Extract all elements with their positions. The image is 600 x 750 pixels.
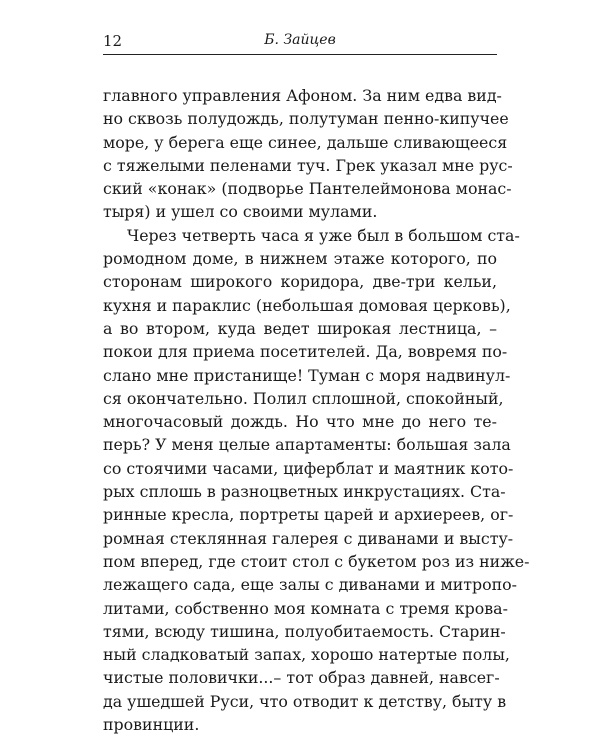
text-line: многочасовый дождь. Но что мне до него те-	[103, 412, 497, 432]
text-line: а во втором, куда ведет широкая лестница, –	[103, 318, 497, 338]
text-line: провинции.	[103, 715, 200, 735]
text-line: перь? У меня целые апартаменты: большая зала	[103, 435, 511, 455]
text-line: ся окончательно. Полил сплошной, спокойный,	[103, 388, 504, 408]
text-line: слано мне пристанище! Туман с моря надвинул-	[103, 365, 511, 385]
text-line: покои для приема посетителей. Да, вовремя по-	[103, 342, 508, 362]
text-line: главного управления Афоном. За ним едва вид-	[103, 86, 502, 105]
text-line: со стоячими часами, циферблат и маятник кото-	[103, 458, 514, 478]
text-line: литами, собственно моя комната с тремя крова-	[103, 598, 508, 618]
text-line: рых сплошь в разноцветных инкрустациях. Ста-	[103, 482, 506, 502]
text-line: ринные кресла, портреты царей и архиереев, ог-	[103, 505, 514, 525]
paragraph	[103, 224, 530, 737]
page-number: 12	[103, 32, 123, 50]
paragraph	[103, 84, 513, 224]
body-text	[103, 84, 530, 736]
text-line: тыря) и ушел со своими мулами.	[103, 202, 378, 222]
author-running-head: Б. Зайцев	[264, 32, 336, 48]
text-line: кухня и параклис (небольшая домовая церковь),	[103, 295, 511, 315]
text-line: с тяжелыми пеленами туч. Грек указал мне рус-	[103, 155, 513, 175]
text-line: Через четверть часа я уже был в большом ста-	[127, 225, 520, 245]
text-line: но сквозь полудождь, полутуман пенно-кипучее	[103, 109, 509, 129]
text-line: тями, всюду тишина, полуобитаемость. Старин-	[103, 621, 506, 641]
text-line: сторонам широкого коридора, две-три кельи,	[103, 272, 497, 292]
text-line: ский «конак» (подворье Пантелеймонова монас-	[103, 179, 512, 199]
text-line: лежащего сада, еще залы с диванами и митропо-	[103, 575, 518, 595]
text-line: ный сладковатый запах, хорошо натертые полы,	[103, 645, 510, 665]
text-line: чистые половички...– тот образ давней, навсег-	[103, 668, 500, 688]
text-line: ромная стеклянная галерея с диванами и высту-	[103, 528, 514, 548]
text-line: море, у берега еще синее, дальше сливающееся	[103, 132, 508, 152]
text-line: да ушедшей Руси, что отводит к детству, быту в	[103, 691, 507, 711]
text-line: ромодном доме, в нижнем этаже которого, по	[103, 249, 497, 269]
running-header	[103, 30, 497, 55]
text-line: пом вперед, где стоит стол с букетом роз из ниже-	[103, 551, 530, 571]
